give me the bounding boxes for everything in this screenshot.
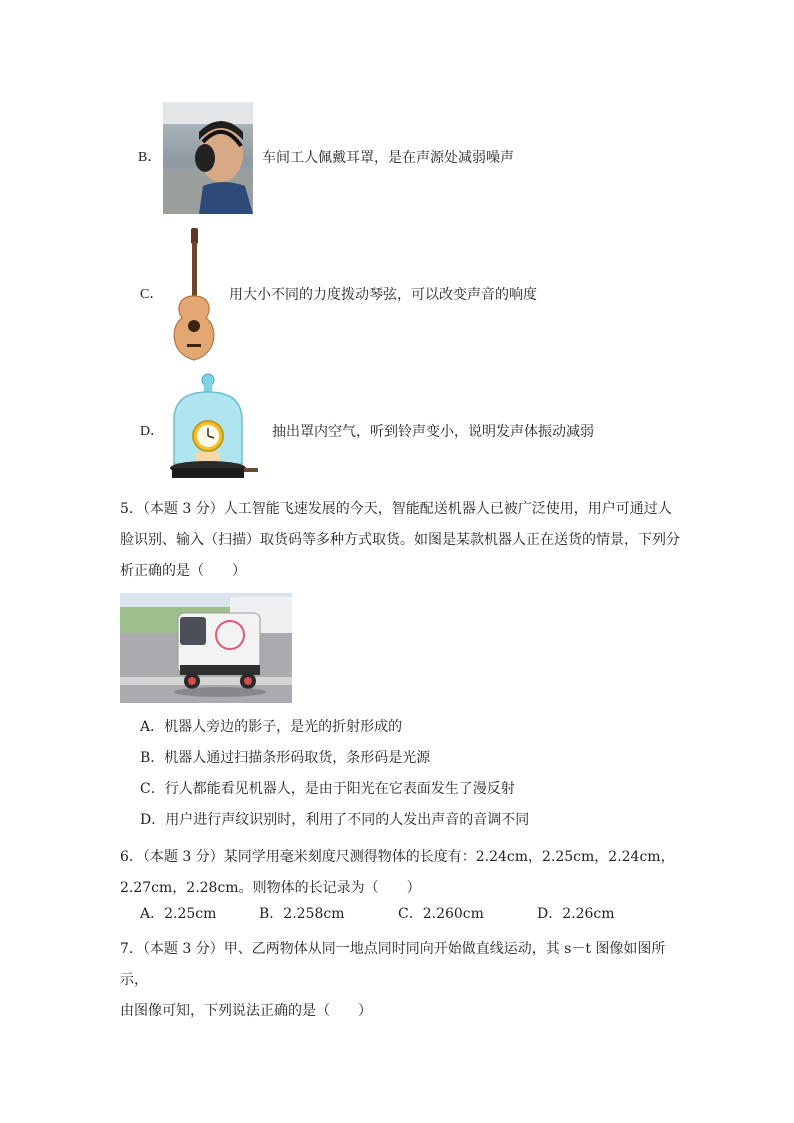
- q6-option-c: C．2.260cm: [398, 906, 484, 922]
- question-5-line-2: 脸识别、输入（扫描）取货码等多种方式取货。如图是某款机器人正在送货的情景，下列分: [120, 532, 680, 548]
- option-b-label: B．: [138, 150, 162, 165]
- acoustic-guitar-image: [166, 226, 222, 364]
- question-7-stem: [120, 934, 680, 1027]
- question-5-stem: [120, 494, 680, 587]
- option-c-label: C．: [140, 287, 164, 302]
- option-d-label: D．: [140, 424, 165, 439]
- q6-option-a: A．2.25cm: [140, 906, 217, 922]
- worker-earmuffs-image: [163, 102, 253, 214]
- option-c-text: 用大小不同的力度拨动琴弦，可以改变声音的响度: [229, 287, 537, 303]
- question-6-line-2: 2.27cm，2.28cm。则物体的长记录为（ ）: [120, 880, 421, 896]
- question-6-line-1: 6．（本题 3 分）某同学用毫米刻度尺测得物体的长度有：2.24cm，2.25cm，2.24cm，: [120, 849, 675, 865]
- question-5-line-3: 析正确的是（ ）: [120, 563, 246, 579]
- question-6-stem: [120, 842, 680, 904]
- option-b-text: 车间工人佩戴耳罩，是在声源处减弱噪声: [262, 150, 514, 166]
- question-7-line-2: 由图像可知，下列说法正确的是（ ）: [120, 1003, 372, 1019]
- q5-option-b: B．机器人通过扫描条形码取货，条形码是光源: [140, 750, 431, 766]
- q6-option-d: D．2.26cm: [537, 906, 615, 922]
- question-5-line-1: 5．（本题 3 分）人工智能飞速发展的今天，智能配送机器人已被广泛使用，用户可通过人: [120, 501, 672, 517]
- q5-option-d: D．用户进行声纹识别时，利用了不同的人发出声音的音调不同: [140, 812, 530, 828]
- q5-option-a: A．机器人旁边的影子，是光的折射形成的: [140, 719, 403, 735]
- bell-jar-alarm-clock-image: [166, 372, 261, 488]
- option-d-text: 抽出罩内空气，听到铃声变小，说明发声体振动减弱: [272, 424, 594, 440]
- question-7-line-1: 7．（本题 3 分）甲、乙两物体从同一地点同时同向开始做直线运动，其 s－t 图像如图所示，: [120, 941, 666, 988]
- q6-option-b: B．2.258cm: [259, 906, 345, 922]
- delivery-robot-image: [120, 593, 292, 703]
- q5-option-c: C．行人都能看见机器人，是由于阳光在它表面发生了漫反射: [140, 781, 515, 797]
